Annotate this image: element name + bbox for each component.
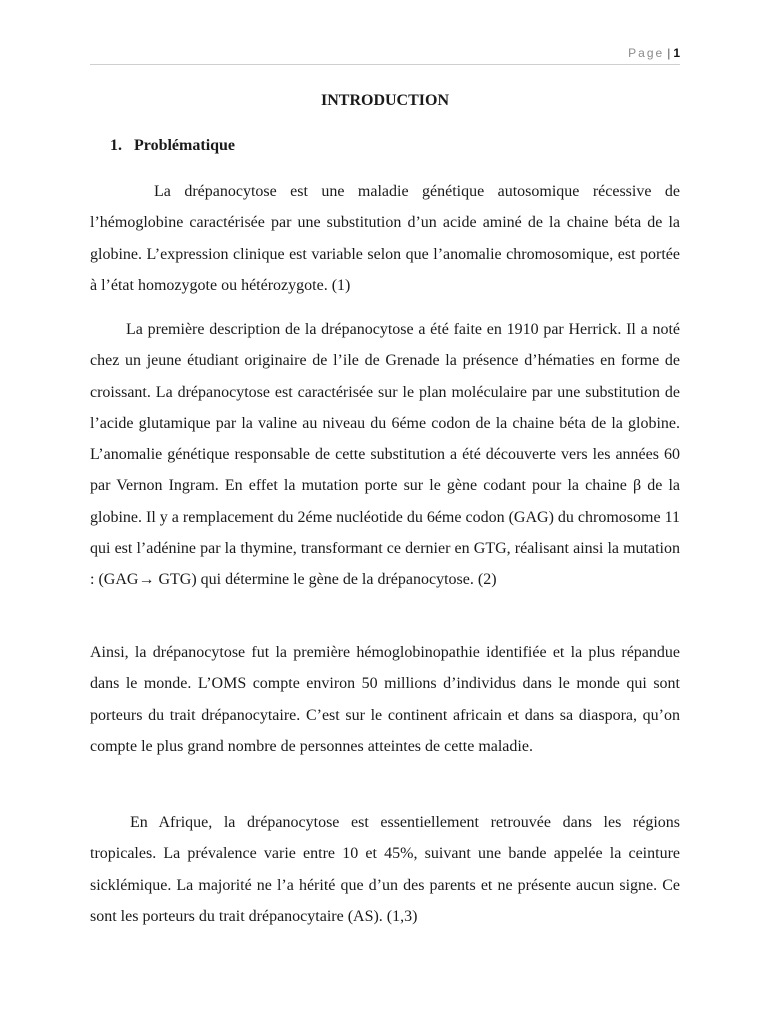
page-label: Page	[628, 46, 665, 60]
page-number: 1	[673, 46, 680, 60]
paragraph-1: La drépanocytose est une maladie génétique autosomique récessive de l’hémoglobine caractérisée par une substitution d’un acide aminé de la chaine béta de la globine. L’expression clinique est variable selon que l’anomalie chromosomique, est portée à l’état homozygote ou hétérozygote. (1)	[90, 183, 680, 294]
paragraph-3: Ainsi, la drépanocytose fut la première hémoglobinopathie identifiée et la plus répandue dans le monde. L’OMS compte environ 50 millions d’individus dans le monde qui sont porteurs du trait drépanocytaire. C’est sur le continent africain et dans sa diaspora, qu’on compte le plus grand nombre de personnes atteintes de cette maladie.	[90, 644, 680, 755]
section-heading	[110, 137, 235, 155]
document-title: INTRODUCTION	[320, 92, 449, 109]
paragraph-2: La première description de la drépanocytose a été faite en 1910 par Herrick. Il a noté chez un jeune étudiant originaire de l’ile de Grenade la présence d’hématies en forme de croissant. La drépanocytose est caractérisée sur le plan moléculaire par une substitution de l’acide glutamique par la valine au niveau du 6éme codon de la chaine béta de la globine. L’anomalie génétique responsable de cette substitution a été découverte vers les années 60 par Vernon Ingram. En effet la mutation porte sur le gène codant pour la chaine β de la globine. Il y a remplacement du 2éme nucléotide du 6éme codon (GAG) du chromosome 11 qui est l’adénine par la thymine, transformant ce dernier en GTG, réalisant ainsi la mutation : (GAG→ GTG) qui détermine le gène de la drépanocytose. (2)	[90, 321, 680, 589]
section-title: Problématique	[134, 137, 236, 154]
page-header	[90, 46, 680, 65]
paragraph-4: En Afrique, la drépanocytose est essentiellement retrouvée dans les régions tropicales. La prévalence varie entre 10 et 45%, suivant une bande appelée la ceinture sicklémique. La majorité ne l’a hérité que d’un des parents et ne présente aucun signe. Ce sont les porteurs du trait drépanocytaire (AS). (1,3)	[90, 814, 680, 925]
page-separator: |	[667, 46, 671, 60]
section-number: 1.	[110, 137, 122, 154]
